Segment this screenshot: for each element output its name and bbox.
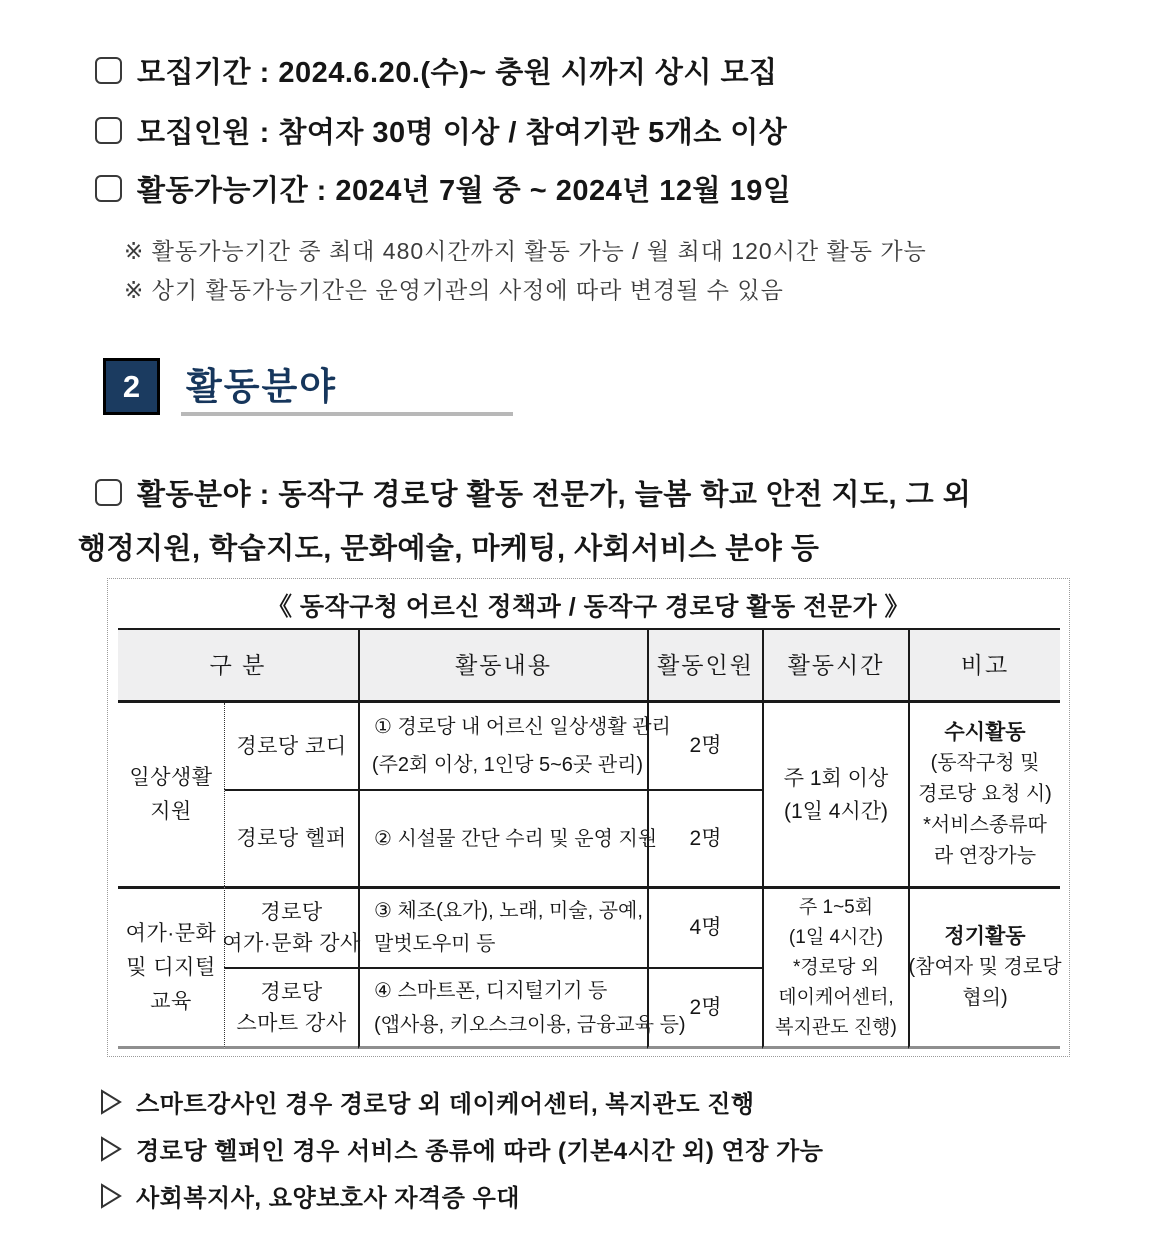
footnote-smart: 스마트강사인 경우 경로당 외 데이케어센터, 복지관도 진행: [99, 1084, 755, 1119]
note-max-hours: ※ 활동가능기간 중 최대 480시간까지 활동 가능 / 월 최대 120시간 활동 가능: [124, 238, 927, 264]
field-text-line1: 활동분야 : 동작구 경로당 활동 전문가, 늘봄 학교 안전 지도, 그 외: [137, 479, 972, 511]
row1-content: ① 경로당 내 어르신 일상생활 관리 (주2회 이상, 1인당 5~6곳 관리): [358, 703, 647, 789]
group1-time: 주 1회 이상 (1일 4시간): [762, 703, 908, 886]
group2-label: 여가·문화 및 디지털 교육: [118, 886, 224, 1049]
footnote-license: 사회복지사, 요양보호사 자격증 우대: [99, 1178, 520, 1213]
row4-count: 2명: [647, 967, 762, 1049]
field-paragraph-line1: [95, 472, 971, 513]
section-title: 활동분야: [186, 366, 337, 407]
row2-role: 경로당 헬퍼: [224, 789, 358, 886]
section-number: 2: [122, 368, 141, 404]
section-number-badge: [103, 358, 160, 415]
checkbox-icon: [95, 175, 122, 202]
row3-content: ③ 체조(요가), 노래, 미술, 공예, 말벗도우미 등: [358, 886, 647, 967]
activity-period-item: [95, 168, 791, 209]
row3-role: 경로당 여가·문화 강사: [224, 886, 358, 967]
group2-time: 주 1~5회 (1일 4시간) *경로당 외 데이케어센터, 복지관도 진행): [762, 886, 908, 1049]
footnote-helper: 경로당 헬퍼인 경우 서비스 종류에 따라 (기본4시간 외) 연장 가능: [99, 1131, 823, 1166]
recruit-count-item: [95, 110, 787, 151]
row1-role: 경로당 코디: [224, 703, 358, 789]
section-underline: [181, 412, 513, 416]
checkbox-icon: [95, 57, 122, 84]
recruit-count-text: 모집인원 : 참여자 30명 이상 / 참여기관 5개소 이상: [137, 117, 788, 149]
group1-note: 수시활동 (동작구청 및 경로당 요청 시) *서비스종류따 라 연장가능: [908, 703, 1060, 886]
checkbox-icon: [95, 117, 122, 144]
header-note: 비고: [908, 628, 1060, 703]
header-count: 활동인원: [647, 628, 762, 703]
group1-label: 일상생활 지원: [129, 765, 213, 823]
header-time: 활동시간: [762, 628, 908, 703]
activity-table: [118, 628, 1060, 1049]
triangle-bullet-icon: [99, 1182, 123, 1210]
triangle-bullet-icon: [99, 1135, 123, 1163]
activity-period-text: 활동가능기간 : 2024년 7월 중 ~ 2024년 12월 19일: [137, 175, 792, 207]
recruit-period-item: [95, 50, 778, 91]
group2-note: 정기활동 (참여자 및 경로당 협의): [908, 886, 1060, 1049]
row4-role: 경로당 스마트 강사: [224, 967, 358, 1049]
activity-table-box: [107, 578, 1070, 1057]
header-gubun: 구 분: [118, 628, 358, 703]
checkbox-icon: [95, 479, 122, 506]
row2-content: ② 시설물 간단 수리 및 운영 지원: [358, 789, 647, 886]
field-text-line2: 행정지원, 학습지도, 문화예술, 마케팅, 사회서비스 분야 등: [78, 533, 820, 565]
note-period-change: ※ 상기 활동가능기간은 운영기관의 사정에 따라 변경될 수 있음: [124, 277, 784, 303]
header-content: 활동내용: [358, 628, 647, 703]
triangle-bullet-icon: [99, 1088, 123, 1116]
row1-count: 2명: [647, 703, 762, 789]
recruit-period-text: 모집기간 : 2024.6.20.(수)~ 충원 시까지 상시 모집: [137, 57, 778, 89]
row4-content: ④ 스마트폰, 디지털기기 등 (앱사용, 키오스크이용, 금융교육 등): [358, 967, 647, 1049]
table-title: 《 동작구청 어르신 정책과 / 동작구 경로당 활동 전문가 》: [266, 593, 911, 621]
row3-count: 4명: [647, 886, 762, 967]
row2-count: 2명: [647, 789, 762, 886]
